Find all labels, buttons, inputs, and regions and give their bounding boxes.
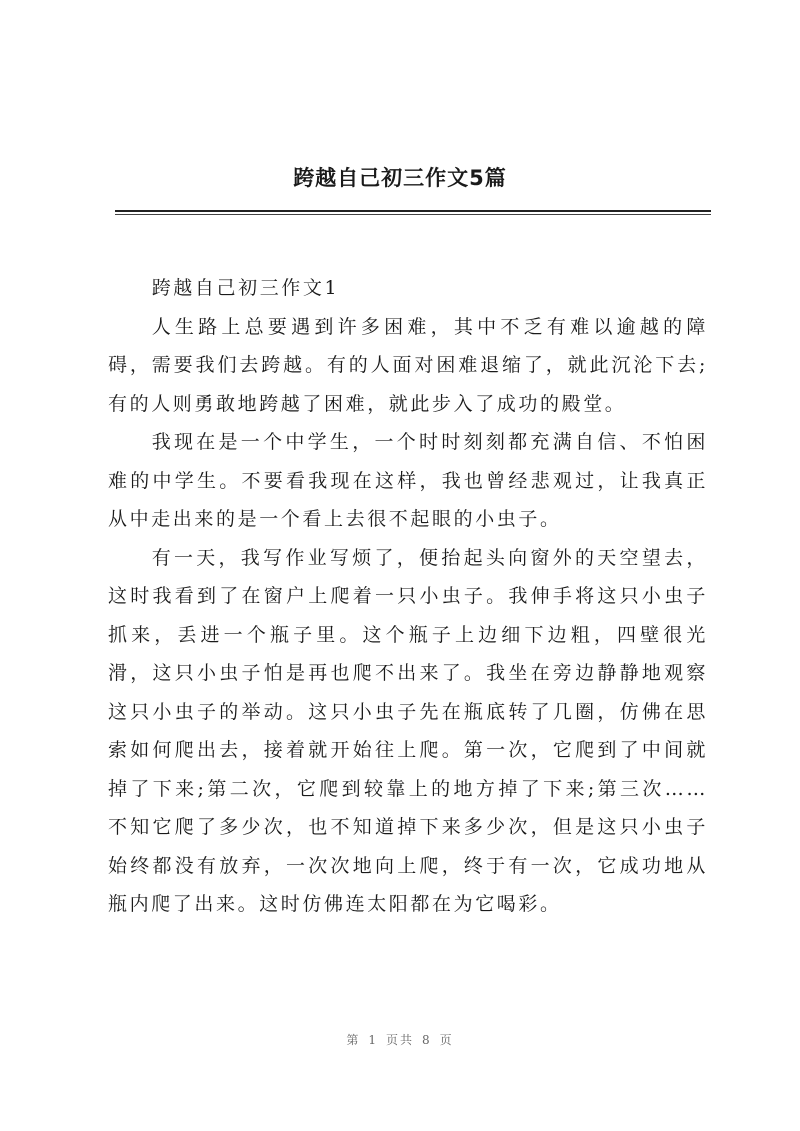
footer-current-page: 1: [368, 1033, 378, 1047]
document-title: 跨越自己初三作文5篇: [293, 166, 507, 190]
page-footer: [0, 1031, 800, 1048]
paragraph: 我现在是一个中学生，一个时时刻刻都充满自信、不怕困难的中学生。不要看我现在这样，我也曾经悲观过，让我真正从中走出来的是一个看上去很不起眼的小虫子。: [108, 431, 708, 530]
document-body: [108, 269, 708, 924]
footer-prefix: 第: [346, 1033, 361, 1047]
footer-middle: 页共: [385, 1033, 414, 1047]
paragraph: 人生路上总要遇到许多困难，其中不乏有难以逾越的障碍，需要我们去跨越。有的人面对困难退缩了，就此沉沦下去;有的人则勇敢地跨越了困难，就此步入了成功的殿堂。: [108, 315, 708, 415]
title-divider-thin: [115, 214, 711, 215]
paragraph: 有一天，我写作业写烦了，便抬起头向窗外的天空望去，这时我看到了在窗户上爬着一只小虫子。我伸手将这只小虫子抓来，丢进一个瓶子里。这个瓶子上边细下边粗，四壁很光滑，这只小虫子怕是再也爬不出来了。我坐在旁边静静地观察这只小虫子的举动。这只小虫子先在瓶底转了几圈，仿佛在思索如何爬出去，接着就开始往上爬。第一次，它爬到了中间就掉了下来;第二次，它爬到较靠上的地方掉了下来;第三次……不知它爬了多少次，也不知道掉下来多少次，但是这只小虫子始终都没有放弃，一次次地向上爬，终于有一次，它成功地从瓶内爬了出来。这时仿佛连太阳都在为它喝彩。: [108, 546, 708, 915]
section-heading: 跨越自己初三作文1: [151, 277, 340, 299]
footer-suffix: 页: [439, 1033, 454, 1047]
footer-total-pages: 8: [422, 1033, 432, 1047]
title-divider-thick: [115, 210, 711, 212]
